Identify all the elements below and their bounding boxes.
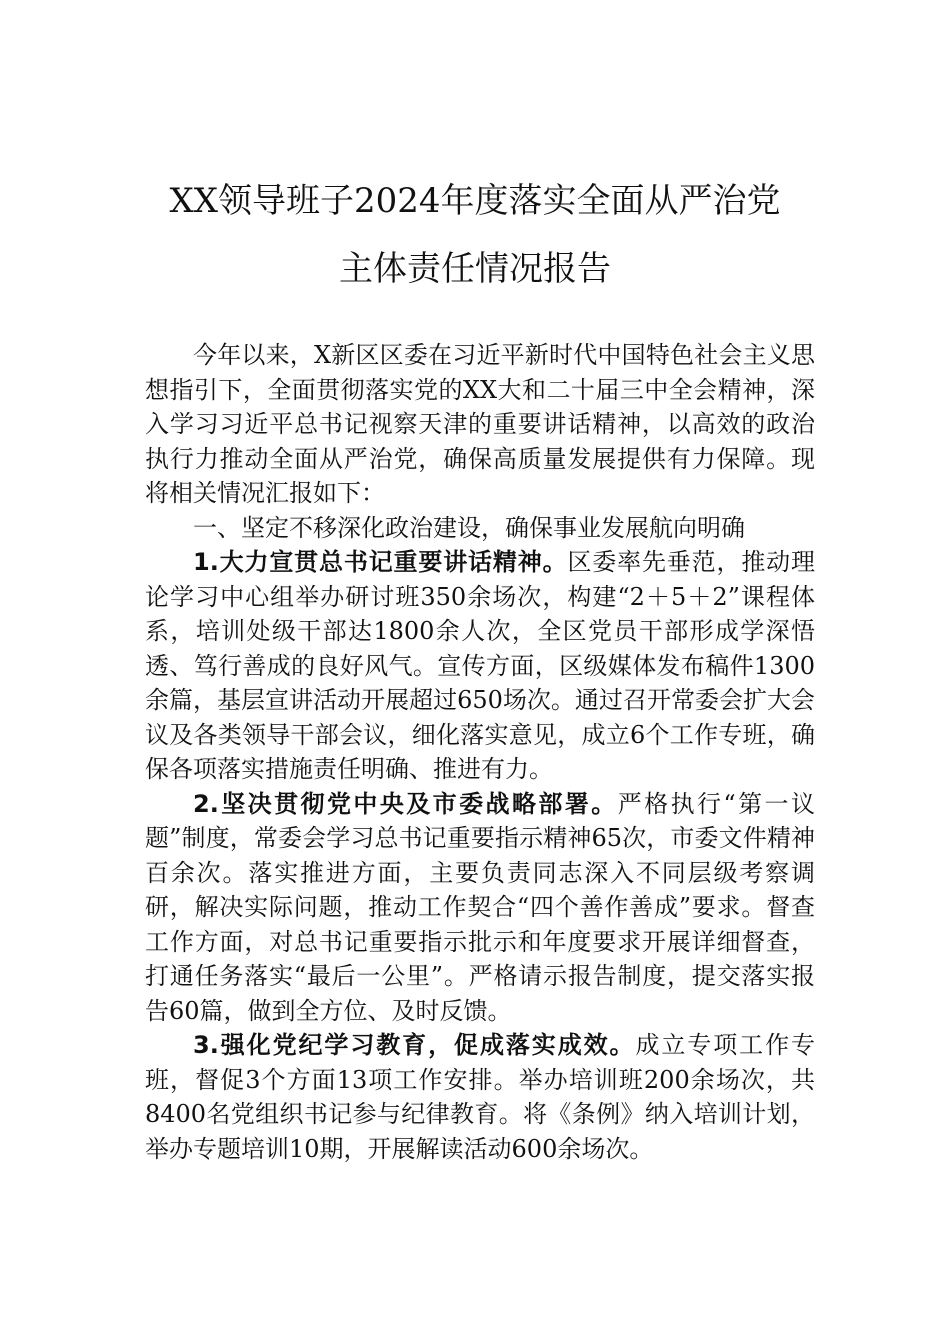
section-1-heading: 一、坚定不移深化政治建设，确保事业发展航向明确 <box>193 513 745 542</box>
item-2-text: 严格执行“第一议题”制度，常委会学习总书记重要指示精神65次，市委文件精神百余次。落实推进方面，主要负责同志深入不同层级考察调研，解决实际问题，推动工作契合“四个善作善成”要求。督查工作方面，对总书记重要指示批示和年度要求开展详细督查，打通任务落实“最后一公里”。严格请示报告制度，提交落实报告60篇，做到全方位、及时反馈。 <box>145 789 815 1025</box>
document-title-line-1: XX领导班子2024年度落实全面从严治党 <box>169 181 781 221</box>
item-1-paragraph <box>145 545 815 787</box>
item-3-text: 成立专项工作专班，督促3个方面13项工作安排。举办培训班200余场次，共8400名党组织书记参与纪律教育。将《条例》纳入培训计划，举办专题培训10期，开展解读活动600余场次。 <box>145 1031 815 1163</box>
document-title-line-2: 主体责任情况报告 <box>339 249 611 289</box>
item-2-paragraph <box>145 787 815 1029</box>
document-body <box>145 338 815 1166</box>
intro-paragraph: 今年以来，X新区区委在习近平新时代中国特色社会主义思想指引下，全面贯彻落实党的XX大和二十届三中全会精神，深入学习习近平总书记视察天津的重要讲话精神，以高效的政治执行力推动全面从严治党，确保高质量发展提供有力保障。现将相关情况汇报如下： <box>145 341 815 507</box>
item-1-text: 区委率先垂范，推动理论学习中心组举办研讨班350余场次，构建“2＋5＋2”课程体系，培训处级干部达1800余人次，全区党员干部形成学深悟透、笃行善成的良好风气。宣传方面，区级媒体发布稿件1300余篇，基层宣讲活动开展超过650场次。通过召开常委会扩大会议及各类领导干部会议，细化落实意见，成立6个工作专班，确保各项落实措施责任明确、推进有力。 <box>145 548 816 783</box>
item-1-lead: 1.大力宣贯总书记重要讲话精神。 <box>193 548 568 576</box>
item-2-lead: 2.坚决贯彻党中央及市委战略部署。 <box>193 789 618 818</box>
item-3-lead: 3.强化党纪学习教育，促成落实成效。 <box>193 1031 636 1059</box>
item-3-paragraph <box>145 1028 815 1166</box>
